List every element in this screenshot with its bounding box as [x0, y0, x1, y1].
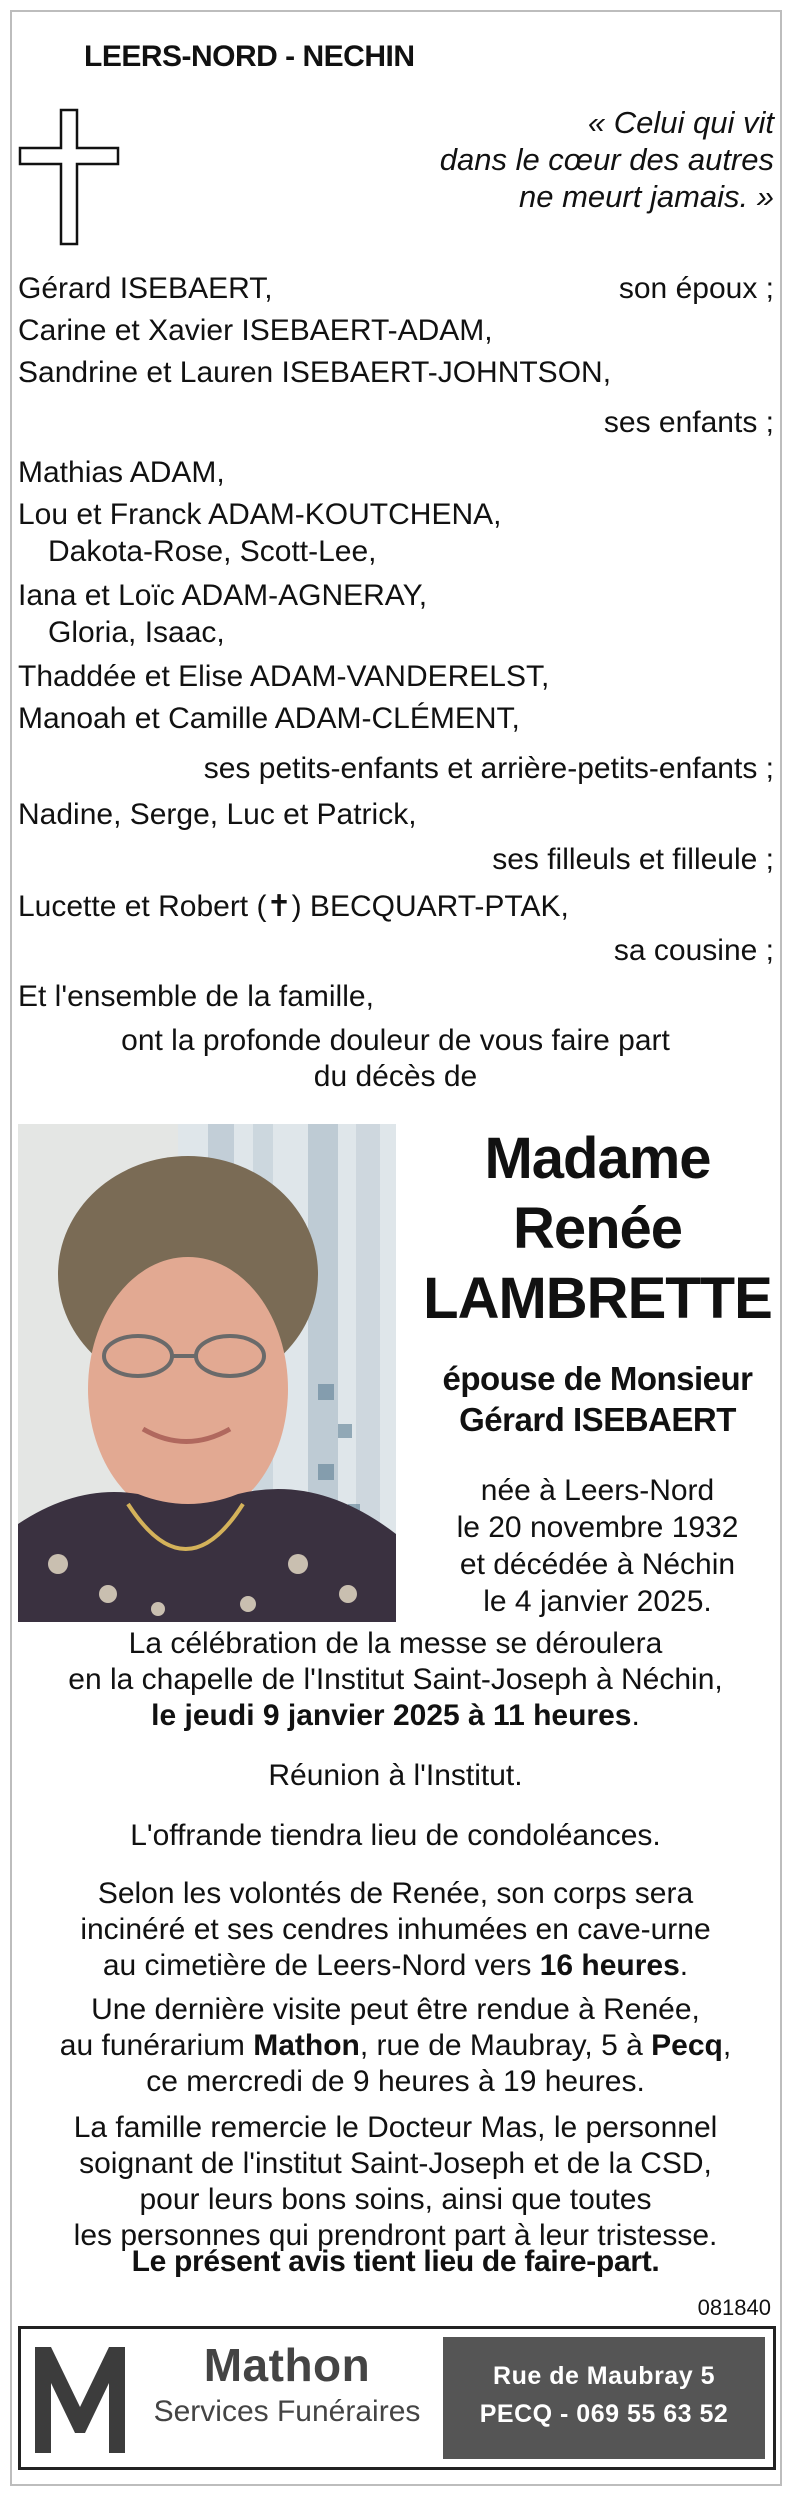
family-role: ses petits-enfants et arrière-petits-enfants ; — [203, 752, 774, 785]
family-line: Gérard ISEBAERT, — [18, 272, 273, 305]
funeral-home-banner — [18, 2326, 776, 2470]
location-heading: LEERS-NORD - NECHIN — [84, 40, 415, 73]
life-dates: née à Leers-Nord le 20 novembre 1932 et décédée à Néchin le 4 janvier 2025. — [456, 1474, 739, 1618]
ceremony-paragraph: La célébration de la messe se déroulera en la chapelle de l'Institut Saint-Joseph à Néchin, le jeudi 9 janvier 2025 à 11 heures. — [68, 1627, 723, 1732]
family-line: Lou et Franck ADAM-KOUTCHENA, — [18, 498, 502, 531]
family-line: Et l'ensemble de la famille, — [18, 980, 374, 1013]
funeral-home-name — [137, 2337, 437, 2431]
mathon-logo-icon — [29, 2337, 131, 2459]
family-role: son époux ; — [618, 272, 774, 305]
spouse-info: épouse de Monsieur Gérard ISEBAERT — [442, 1360, 753, 1438]
deceased-first-name: Renée — [512, 1196, 683, 1261]
deceased-title: Madame — [484, 1126, 711, 1191]
family-line: Sandrine et Lauren ISEBAERT-JOHNTSON, — [18, 356, 612, 389]
family-line: Nadine, Serge, Luc et Patrick, — [18, 798, 417, 831]
family-line: Iana et Loïc ADAM-AGNERAY, — [18, 579, 428, 612]
cross-icon: ✝ — [266, 890, 292, 923]
announcement-line: du décès de — [313, 1060, 478, 1093]
contact-box — [443, 2337, 765, 2459]
quote-line: « Celui qui vit — [587, 105, 774, 140]
deceased-name — [410, 1124, 785, 1334]
family-line: Lucette et Robert (✝) BECQUART-PTAK, — [18, 890, 569, 923]
family-line: Dakota-Rose, Scott-Lee, — [48, 535, 377, 568]
address-line: Rue de Maubray 5 — [493, 2362, 715, 2390]
family-role: ses enfants ; — [603, 406, 774, 439]
announcement-line: ont la profonde douleur de vous faire part — [121, 1024, 670, 1057]
visit-paragraph: Une dernière visite peut être rendue à Renée, au funérarium Mathon, rue de Maubray, 5 à Pecq, ce mercredi de 9 heures à 19 heures. — [59, 1993, 732, 2098]
reference-number: 081840 — [697, 2295, 771, 2320]
brand-subtitle: Services Funéraires — [153, 2395, 421, 2428]
quote-line: ne meurt jamais. » — [519, 179, 774, 214]
quote-line: dans le cœur des autres — [439, 142, 774, 177]
city-phone-line: PECQ - 069 55 63 52 — [479, 2400, 729, 2428]
notice-statement: Le présent avis tient lieu de faire-part. — [131, 2245, 660, 2278]
cross-icon — [18, 108, 120, 246]
family-line: Thaddée et Elise ADAM-VANDERELST, — [18, 660, 550, 693]
cremation-paragraph: Selon les volontés de Renée, son corps sera incinéré et ses cendres inhumées en cave-urne au cimetière de Leers-Nord vers 16 heures. — [80, 1877, 711, 1982]
epigraph-quote — [440, 104, 774, 215]
deceased-last-name: LAMBRETTE — [423, 1266, 772, 1331]
portrait-illustration — [18, 1124, 396, 1622]
brand-name: Mathon — [203, 2339, 371, 2391]
offering-paragraph: L'offrande tiendra lieu de condoléances. — [130, 1819, 661, 1852]
family-role: ses filleuls et filleule ; — [492, 843, 774, 876]
family-line: Manoah et Camille ADAM-CLÉMENT, — [18, 702, 520, 735]
thanks-paragraph: La famille remercie le Docteur Mas, le personnel soignant de l'institut Saint-Joseph et de la CSD, pour leurs bons soins, ainsi que toutes les personnes qui prendront part à leur tristesse. — [73, 2111, 718, 2252]
family-line: Gloria, Isaac, — [48, 616, 225, 649]
portrait-photo — [18, 1124, 396, 1622]
reunion-paragraph: Réunion à l'Institut. — [268, 1759, 523, 1792]
family-line: Carine et Xavier ISEBAERT-ADAM, — [18, 314, 493, 347]
family-line: Mathias ADAM, — [18, 456, 225, 489]
family-role: sa cousine ; — [613, 934, 774, 967]
